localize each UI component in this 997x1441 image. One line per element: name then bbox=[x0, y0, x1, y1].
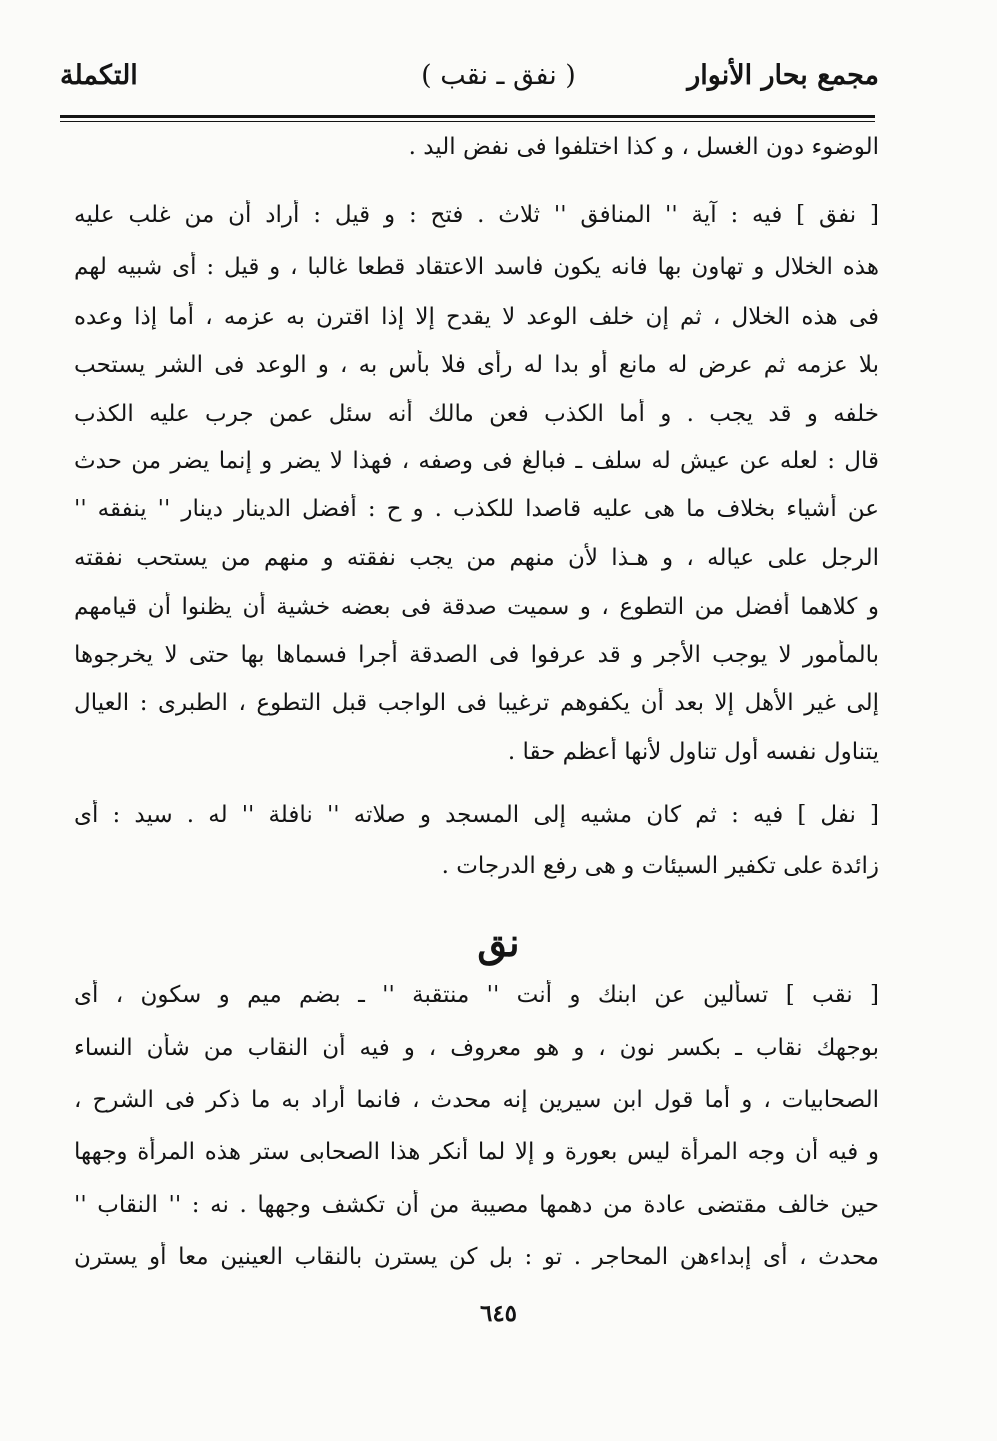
text-line: هذه الخلال و تهاون بها فانه يكون فاسد الاعتقاد قطعا غالبا ، و قيل : أى شبيه لهم bbox=[74, 254, 879, 280]
text-line: و فيه أن وجه المرأة ليس بعورة و إلا لما أنكر هذا الصحابى ستر هذه المرأة وجهها bbox=[74, 1139, 879, 1165]
running-head-entries: ( نفق ـ نقب ) bbox=[421, 60, 576, 91]
text-line: الوضوء دون الغسل ، و كذا اختلفوا فى نفض اليد . bbox=[408, 134, 879, 160]
text-line: و كلاهما أفضل من التطوع ، و سميت صدقة فى بعضه خشية أن يظنوا أن قيامهم bbox=[74, 594, 879, 620]
text-line: [ نفق ] فيه : آية '' المنافق '' ثلاث . فتح : و قيل : أراد أن من غلب عليه bbox=[74, 202, 879, 228]
header-rule-thick bbox=[60, 115, 875, 118]
running-head-section: التكملة bbox=[60, 60, 138, 91]
text-line: محدث ، أى إبداءهن المحاجر . تو : بل كن يسترن بالنقاب العينين معا أو يسترن bbox=[74, 1244, 879, 1270]
text-line: عن أشياء بخلاف ما هى عليه قاصدا للكذب . و ح : أفضل الدينار دينار '' ينفقه '' bbox=[74, 496, 879, 522]
text-line: خلفه و قد يجب . و أما الكذب فعن مالك أنه سئل عمن جرب عليه الكذب bbox=[74, 401, 879, 427]
text-line: الرجل على عياله ، و هـذا لأن منهم من يجب نفقته و منهم من يستحب نفقته bbox=[74, 545, 879, 571]
text-line: حين خالف مقتضى عادة من دهمها مصيبة من أن تكشف وجهها . نه : '' النقاب '' bbox=[74, 1192, 879, 1218]
text-line: [ نقب ] تسألين عن ابنك و أنت '' منتقبة '' ـ بضم ميم و سكون ، أى bbox=[74, 982, 879, 1008]
text-line: يتناول نفسه أول تناول لأنها أعظم حقا . bbox=[507, 739, 879, 765]
text-line: زائدة على تكفير السيئات و هى رفع الدرجات . bbox=[441, 853, 879, 879]
text-line: قال : لعله عن عيش له سلف ـ فبالغ فى وصفه ، فهذا لا يضر و إنما يضر من حدث bbox=[74, 448, 879, 474]
text-line: فى هذه الخلال ، ثم إن خلف الوعد لا يقدح إلا إذا اقترن به عزمه ، أما إذا وعده bbox=[74, 304, 879, 330]
running-head-book-title: مجمع بحار الأنوار bbox=[687, 60, 879, 91]
text-line: بالمأمور لا يوجب الأجر و قد عرفوا فى الصدقة أجرا فسماها بها حتى لا يخرجوها bbox=[74, 642, 879, 668]
text-line: [ نفل ] فيه : ثم كان مشيه إلى المسجد و صلاته '' نافلة '' له . سيد : أى bbox=[74, 802, 879, 828]
text-line: بوجهك نقاب ـ بكسر نون ، و هو معروف ، و فيه أن النقاب من شأن النساء bbox=[74, 1035, 879, 1061]
section-heading: نق bbox=[477, 920, 520, 965]
text-line: إلى غير الأهل إلا بعد أن يكفوهم ترغيبا فى الواجب قبل التطوع ، الطبرى : العيال bbox=[74, 690, 879, 716]
text-line: الصحابيات ، و أما قول ابن سيرين إنه محدث ، فانما أراد به ما ذكر فى الشرح ، bbox=[74, 1087, 879, 1113]
header-rule-thin bbox=[60, 121, 875, 122]
text-line: بلا عزمه ثم عرض له مانع أو بدا له رأى فلا بأس به ، و الوعد فى الشر يستحب bbox=[74, 352, 879, 378]
page-number: ٦٤٥ bbox=[479, 1300, 518, 1327]
